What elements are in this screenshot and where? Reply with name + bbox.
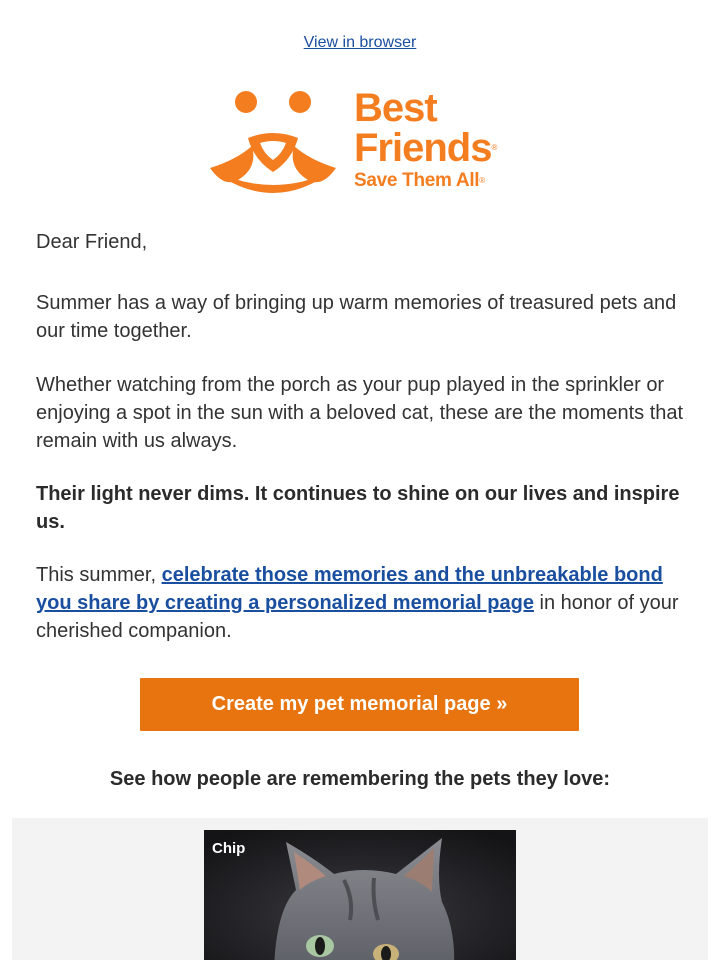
registered-mark-icon: ® <box>491 143 497 152</box>
paragraph-light: Their light never dims. It continues to shine on our lives and inspire us. <box>36 483 680 533</box>
logo-wordmark <box>354 88 496 194</box>
view-in-browser-link[interactable]: View in browser <box>303 34 417 51</box>
create-memorial-button[interactable]: Create my pet memorial page » <box>140 678 579 731</box>
logo-line-best: Best <box>354 86 437 130</box>
greeting: Dear Friend, <box>36 231 148 253</box>
cat-photo-icon <box>204 830 516 960</box>
paragraph-celebrate <box>36 561 686 645</box>
logo-line-friends <box>354 128 496 168</box>
pet-gallery <box>12 818 708 960</box>
paragraph-summer: Summer has a way of bringing up warm memories of treasured pets and our time together. <box>36 292 677 342</box>
logo-tagline-text: Save Them All <box>354 170 480 191</box>
pet-card[interactable] <box>204 830 516 960</box>
paragraph-celebrate-outro: in honor of your cherished companion. <box>36 592 679 642</box>
paragraph-moments: Whether watching from the porch as your pup played in the sprinkler or enjoying a spot in the sun with a beloved cat, these are the moments that remain with us always. <box>36 374 684 452</box>
registered-mark-icon: ® <box>479 176 485 185</box>
best-friends-logo[interactable] <box>208 88 518 198</box>
pet-name: Chip <box>212 840 246 857</box>
gallery-heading: See how people are remembering the pets they love: <box>109 768 611 790</box>
memorial-page-link[interactable]: celebrate those memories and the unbreakable bond you share by creating a personalized memorial page <box>36 564 663 614</box>
logo-friends-text: Friends <box>354 126 492 170</box>
paragraph-celebrate-intro: This summer, <box>36 564 162 586</box>
paw-face-logo-icon <box>208 88 343 198</box>
logo-tagline <box>354 168 496 194</box>
